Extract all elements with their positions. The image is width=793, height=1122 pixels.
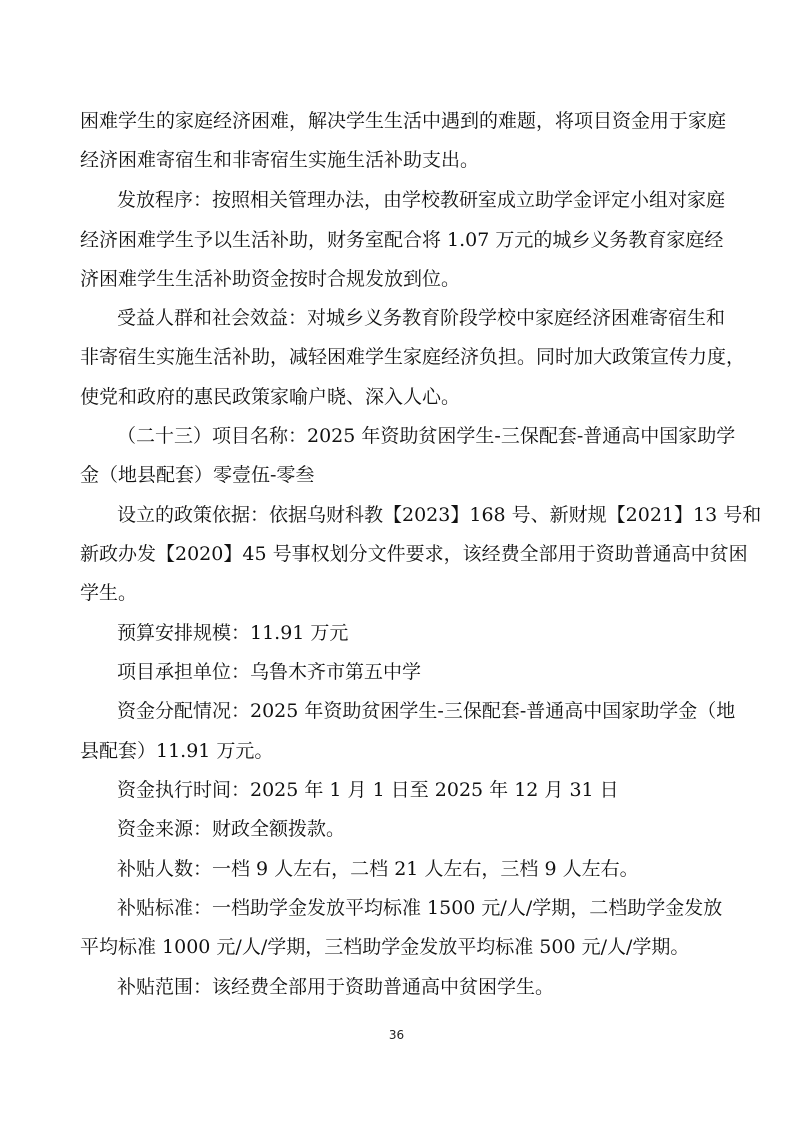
paragraph-line: 设立的政策依据：依据乌财科教【2023】168 号、新财规【2021】13 号和 [117,504,762,526]
paragraph-line: 资金分配情况：2025 年资助贫困学生-三保配套-普通高中国家助学金（地 [117,700,736,722]
paragraph-line: 困难学生的家庭经济困难，解决学生生活中遇到的难题，将项目资金用于家庭 [80,110,727,132]
paragraph-line: 补贴标准：一档助学金发放平均标准 1500 元/人/学期，二档助学金发放 [117,897,723,919]
paragraph-line: 经济困难学生予以生活补助，财务室配合将 1.07 万元的城乡义务教育家庭经 [80,229,724,251]
section-heading: 金（地县配套）零壹伍-零叁 [80,464,315,486]
paragraph-line: 资金执行时间：2025 年 1 月 1 日至 2025 年 12 月 31 日 [117,779,619,801]
paragraph-line: 资金来源：财政全额拨款。 [117,818,346,840]
paragraph-line: 补贴范围：该经费全部用于资助普通高中贫困学生。 [117,976,555,998]
paragraph-line: 学生。 [80,582,138,604]
paragraph-line: 使党和政府的惠民政策家喻户晓、深入人心。 [80,386,461,408]
paragraph-line: 平均标准 1000 元/人/学期，三档助学金发放平均标准 500 元/人/学期。 [80,936,690,958]
paragraph-line: 非寄宿生实施生活补助，减轻困难学生家庭经济负担。同时加大政策宣传力度， [80,346,746,368]
paragraph-line: 发放程序：按照相关管理办法，由学校教研室成立助学金评定小组对家庭 [117,189,726,211]
paragraph-line: 预算安排规模：11.91 万元 [117,622,349,644]
paragraph-line: 县配套）11.91 万元。 [80,740,274,762]
paragraph-line: 新政办发【2020】45 号事权划分文件要求，该经费全部用于资助普通高中贫困 [80,543,748,565]
page-number: 36 [388,1028,405,1042]
paragraph-line: 补贴人数：一档 9 人左右，二档 21 人左右，三档 9 人左右。 [117,858,639,880]
paragraph-line: 经济困难寄宿生和非寄宿生实施生活补助支出。 [80,149,480,171]
paragraph-line: 受益人群和社会效益：对城乡义务教育阶段学校中家庭经济困难寄宿生和 [117,307,726,329]
paragraph-line: 济困难学生生活补助资金按时合规发放到位。 [80,268,461,290]
section-heading: （二十三）项目名称：2025 年资助贫困学生-三保配套-普通高中国家助学 [117,425,736,447]
paragraph-line: 项目承担单位：乌鲁木齐市第五中学 [117,661,422,683]
